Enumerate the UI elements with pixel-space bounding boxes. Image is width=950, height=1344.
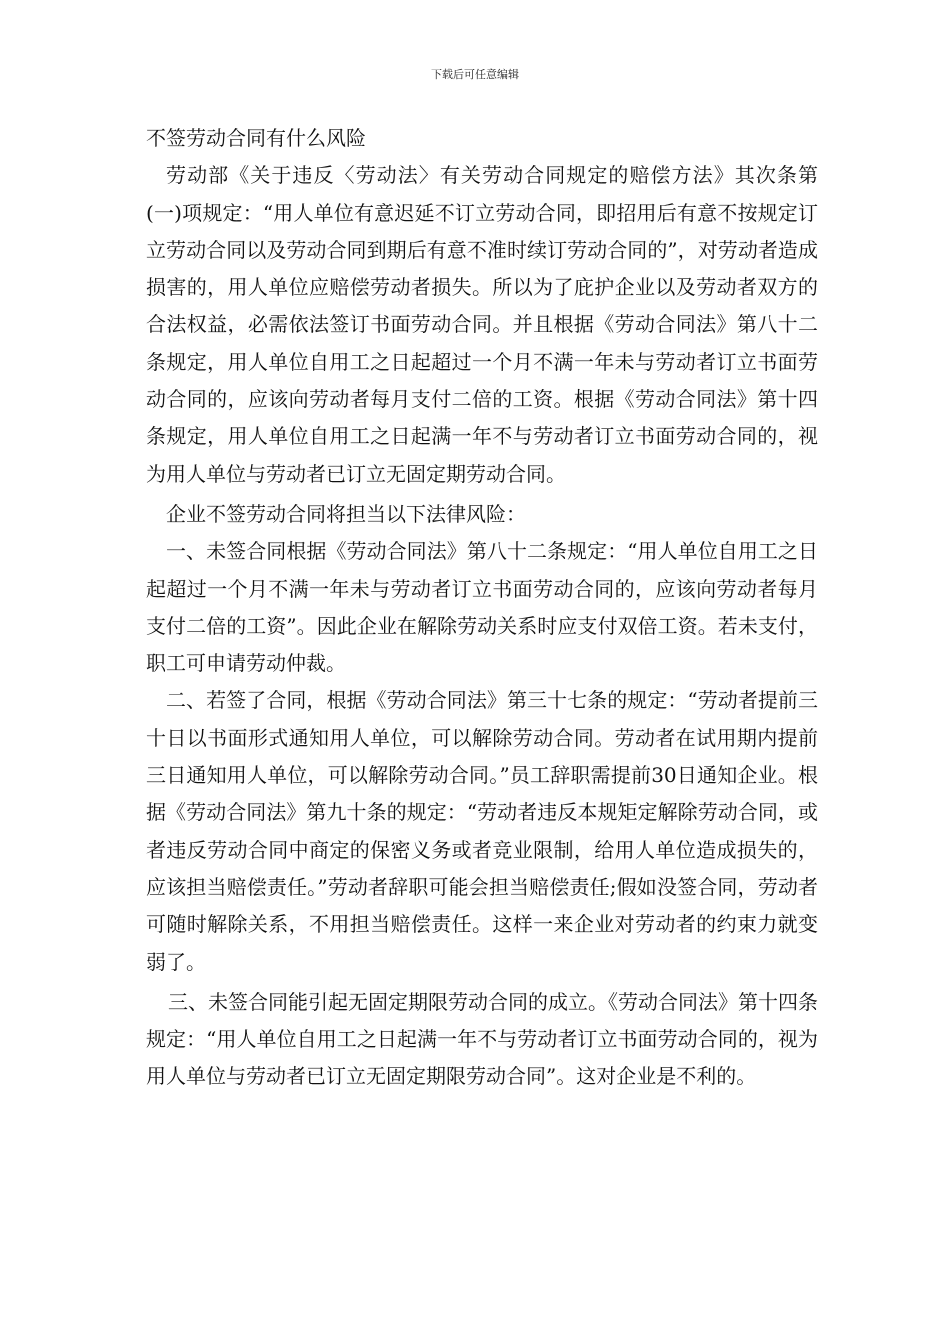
paragraph-intro: 劳动部《关于违反〈劳动法〉有关劳动合同规定的赔偿方法》其次条第(一)项规定：“用人单位有意迟延不订立劳动合同，即招用后有意不按规定订立劳动合同以及劳动合同到期后有意不准时续订劳动合同的”，对劳动者造成损害的，用人单位应赔偿劳动者损失。所以为了庇护企业以及劳动者双方的合法权益，必需依法签订书面劳动合同。并且根据《劳动合同法》第八十二条规定，用人单位自用工之日起超过一个月不满一年未与劳动者订立书面劳动合同的，应该向劳动者每月支付二倍的工资。根据《劳动合同法》第十四条规定，用人单位自用工之日起满一年不与劳动者订立书面劳动合同的，视为用人单位与劳动者已订立无固定期劳动合同。 [146,163,818,486]
paragraph-risk-1: 一、未签合同根据《劳动合同法》第八十二条规定：“用人单位自用工之日起超过一个月不满一年未与劳动者订立书面劳动合同的，应该向劳动者每月支付二倍的工资”。因此企业在解除劳动关系时应支付双倍工资。若未支付，职工可申请劳动仲裁。 [146,539,818,676]
document-title: 不签劳动合同有什么风险 [146,126,366,150]
paragraph-risk-2: 二、若签了合同，根据《劳动合同法》第三十七条的规定：“劳动者提前三十日以书面形式通知用人单位，可以解除劳动合同。劳动者在试用期内提前三日通知用人单位，可以解除劳动合同。”员工辞职需提前30日通知企业。根据《劳动合同法》第九十条的规定：“劳动者违反本规矩定解除劳动合同，或者违反劳动合同中商定的保密义务或者竞业限制，给用人单位造成损失的，应该担当赔偿责任。”劳动者辞职可能会担当赔偿责任;假如没签合同，劳动者可随时解除关系，不用担当赔偿责任。这样一来企业对劳动者的约束力就变弱了。 [146,688,818,974]
page-header: 下载后可任意编辑 [431,68,519,81]
document-body [146,120,818,1096]
paragraph-risks-heading: 企业不签劳动合同将担当以下法律风险： [166,501,526,526]
paragraph-risk-3: 三、未签合同能引起无固定期限劳动合同的成立。《劳动合同法》第十四条规定：“用人单位自用工之日起满一年不与劳动者订立书面劳动合同的，视为用人单位与劳动者已订立无固定期限劳动合同”。这对企业是不利的。 [146,989,818,1089]
